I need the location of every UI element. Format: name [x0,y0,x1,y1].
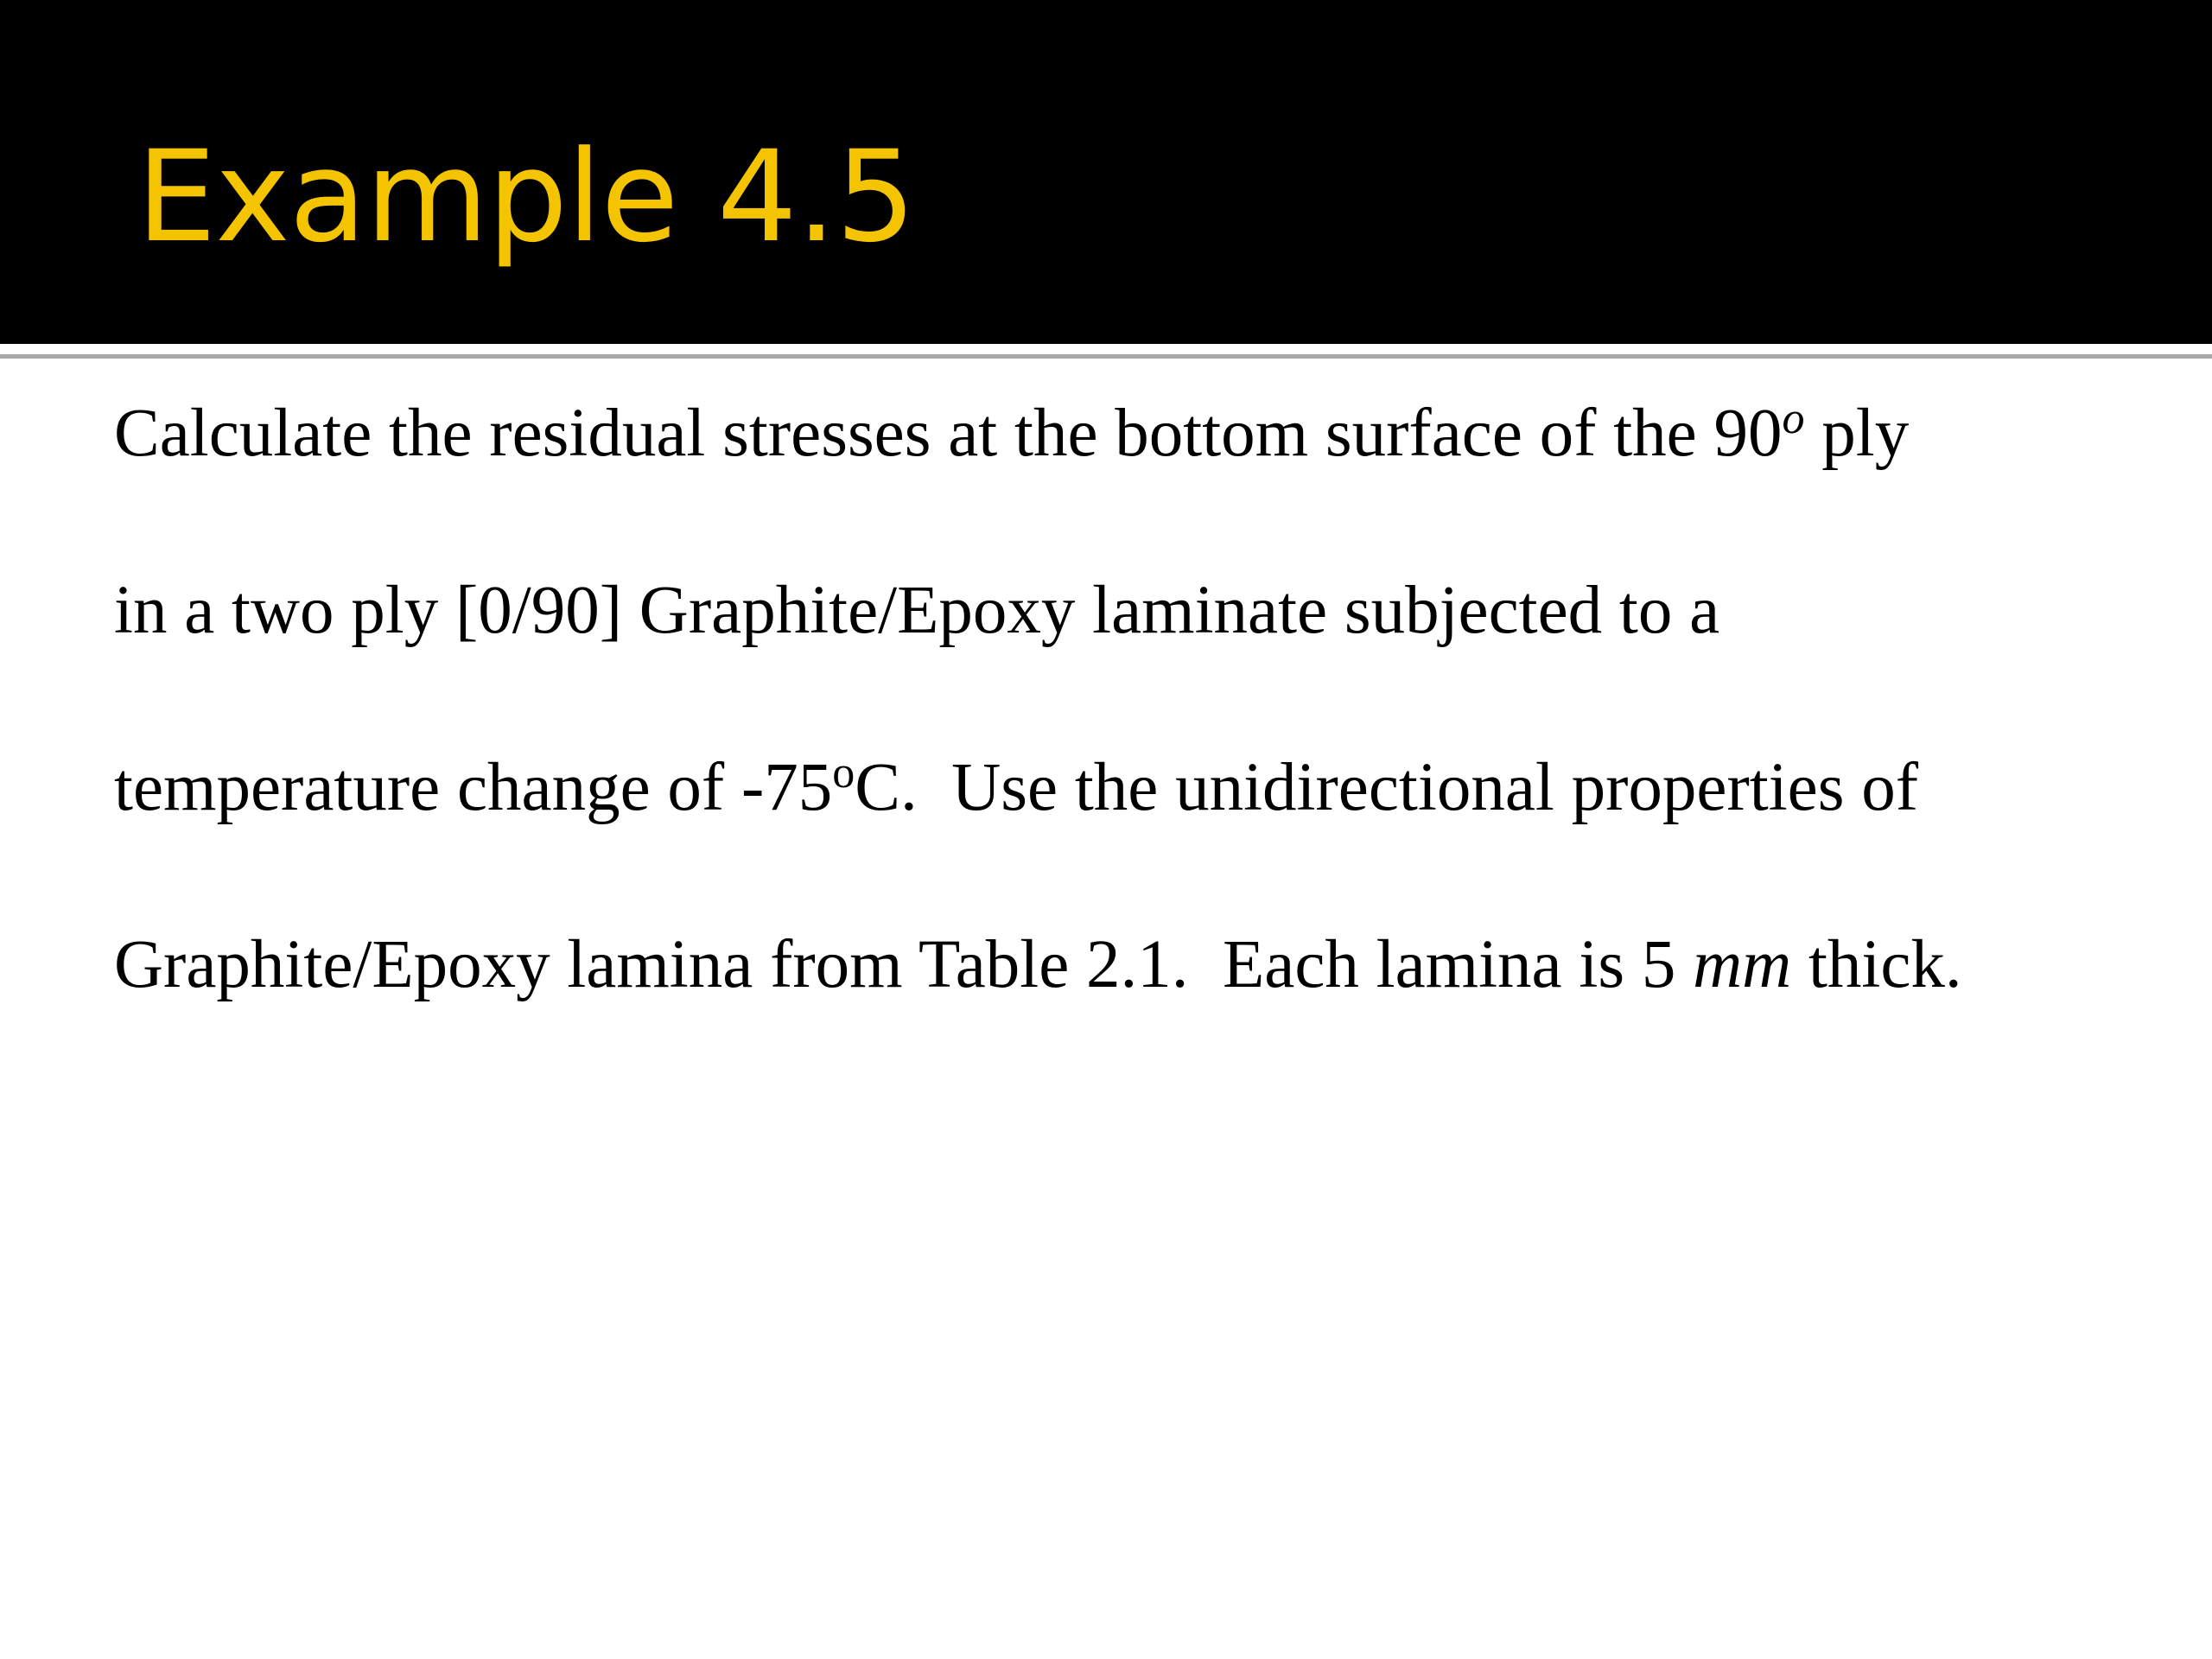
body-line-1 [114,382,1909,486]
body-line-4 [114,913,1962,1017]
body-text: temperature change of -75 [114,750,833,825]
title-divider [0,354,2212,359]
unit-text: mm [1693,927,1792,1002]
slide-title: Example 4.5 [137,124,916,270]
body-line-2 [114,559,1719,663]
body-text: Calculate the residual stresses at the bottom surface of the 90 [114,396,1783,471]
degree-superscript: o [832,748,855,798]
body-text: C. Use the unidirectional properties of [855,750,1919,825]
body-line-3 [114,736,1918,840]
body-text: ply [1804,396,1910,471]
degree-superscript: o [1782,394,1805,443]
title-bar [0,0,2212,344]
title-divider-light [0,344,2212,349]
body-text: in a two ply [0/90] Graphite/Epoxy laminate subjected to a [114,573,1720,648]
body-text: Graphite/Epoxy lamina from Table 2.1. Each lamina is 5 [114,927,1694,1002]
body-text: thick. [1791,927,1962,1002]
